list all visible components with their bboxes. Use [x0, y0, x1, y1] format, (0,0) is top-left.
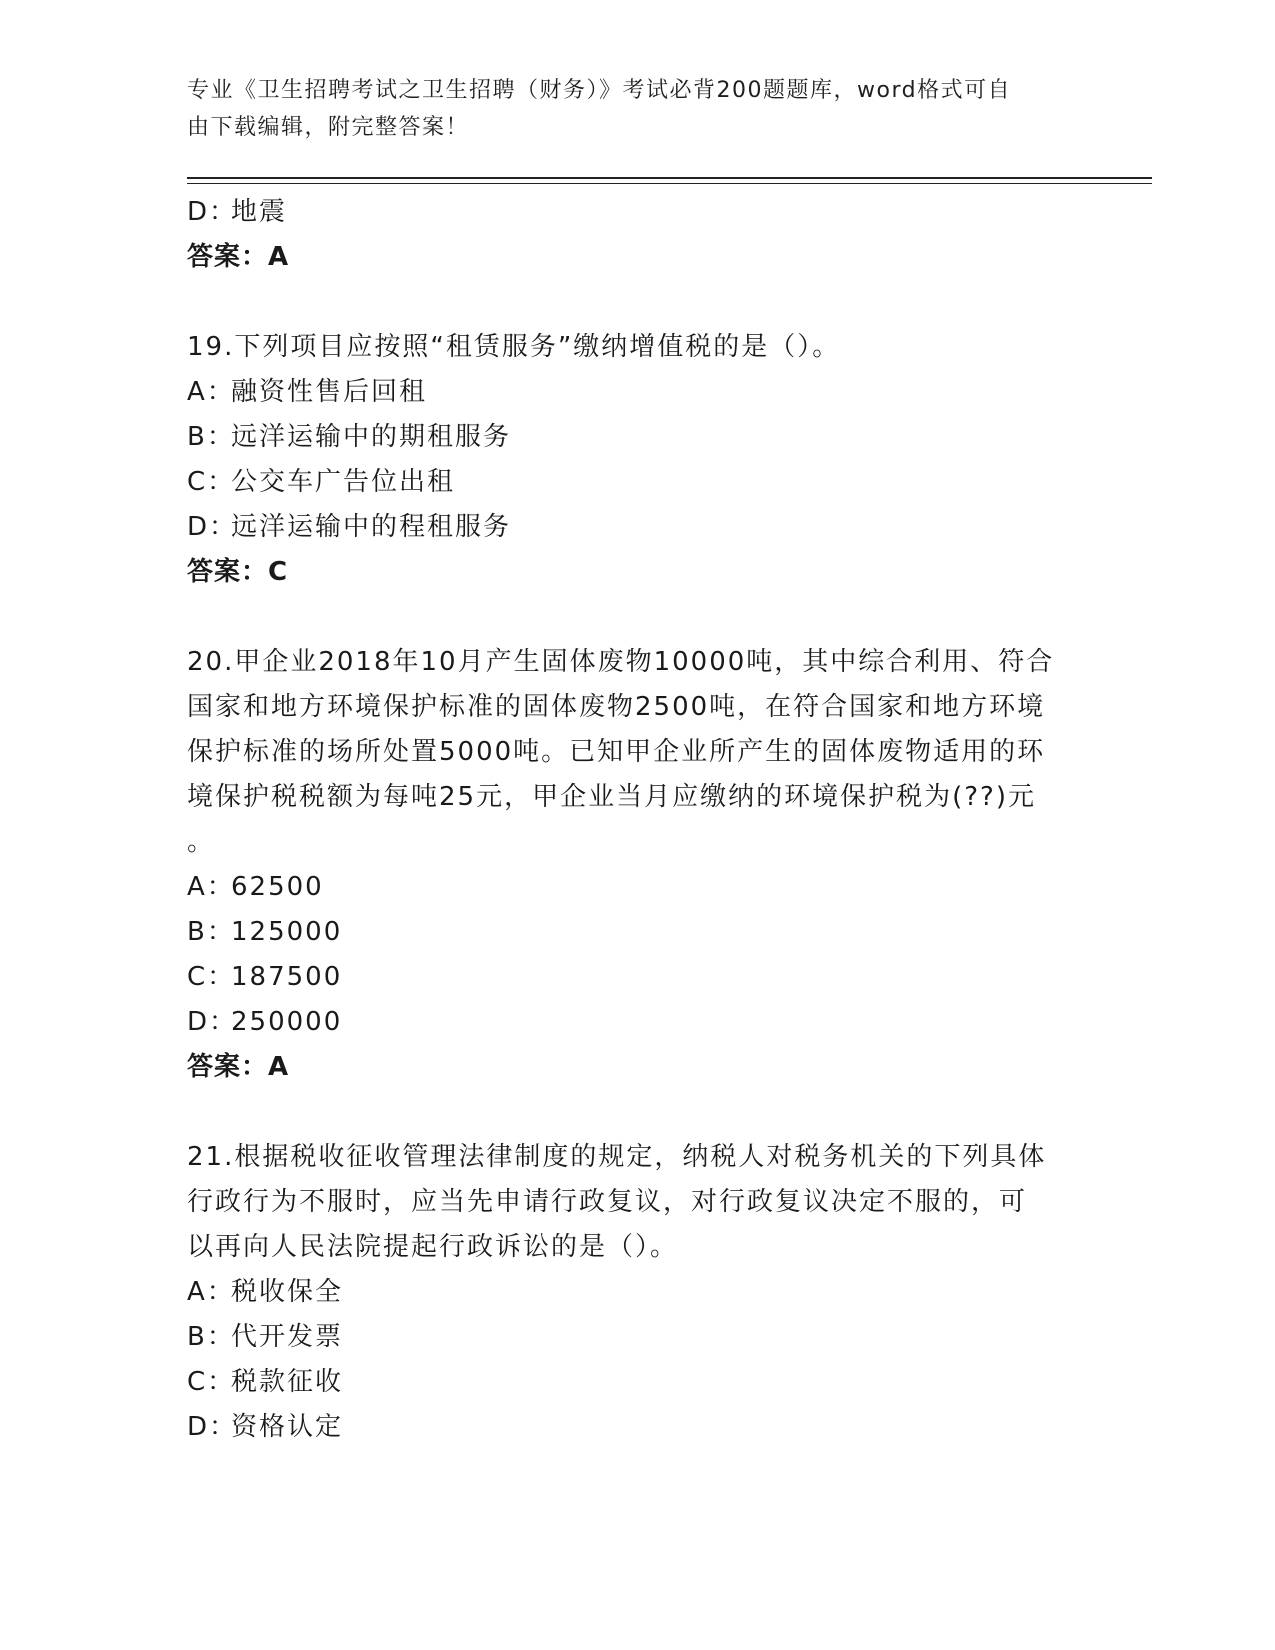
- question-21-stem-line-2: 行政行为不服时，应当先申请行政复议，对行政复议决定不服的，可: [187, 1187, 1028, 1217]
- question-19-option-c: [187, 460, 1087, 505]
- option-label: D：: [187, 1412, 238, 1442]
- question-21-stem-line-1: 21.根据税收征收管理法律制度的规定，纳税人对税务机关的下列具体: [187, 1142, 1047, 1172]
- option-text: 250000: [231, 1007, 343, 1037]
- option-label: C：: [187, 1367, 236, 1397]
- document-header: [187, 72, 1067, 146]
- header-divider-thin: [187, 183, 1152, 184]
- option-label: B：: [187, 1322, 235, 1352]
- answer-line: 答案：A: [187, 242, 290, 272]
- question-20-option-c: [187, 955, 1087, 1000]
- question-21-option-c: [187, 1360, 1087, 1405]
- option-label: A：: [187, 872, 235, 902]
- option-text: 代开发票: [231, 1322, 344, 1352]
- option-text: 融资性售后回租: [231, 377, 428, 407]
- option-text: 地震: [231, 197, 288, 227]
- question-20-stem-line-3: 保护标准的场所处置5000吨。已知甲企业所产生的固体废物适用的环: [187, 737, 1046, 767]
- option-label: B：: [187, 422, 235, 452]
- question-20-answer: 答案：A: [187, 1052, 290, 1082]
- question-20-option-a: [187, 865, 1087, 910]
- option-label: C：: [187, 467, 236, 497]
- header-divider-thick: [187, 177, 1152, 179]
- question-21-option-a: [187, 1270, 1087, 1315]
- spacer: [187, 1090, 1087, 1135]
- question-20-stem-line-4: 境保护税税额为每吨25元，甲企业当月应缴纳的环境保护税为(??)元: [187, 782, 1036, 812]
- option-text: 税收保全: [231, 1277, 344, 1307]
- header-line-1: 专业《卫生招聘考试之卫生招聘（财务）》考试必背200题题库，word格式可自: [187, 78, 1012, 103]
- option-text: 187500: [231, 962, 343, 992]
- question-20-stem-line-2: 国家和地方环境保护标准的固体废物2500吨，在符合国家和地方环境: [187, 692, 1046, 722]
- option-label: D：: [187, 512, 238, 542]
- question-20-option-d: [187, 1000, 1087, 1045]
- question-20-option-b: [187, 910, 1087, 955]
- option-label: A：: [187, 377, 235, 407]
- question-21-option-d: [187, 1405, 1087, 1450]
- option-label: D：: [187, 197, 238, 227]
- question-20-stem-line-5: 。: [187, 827, 216, 857]
- question-content: [187, 190, 1087, 1450]
- option-text: 税款征收: [231, 1367, 344, 1397]
- question-20-stem-line-1: 20.甲企业2018年10月产生固体废物10000吨，其中综合利用、符合: [187, 647, 1055, 677]
- spacer: [187, 280, 1087, 325]
- option-label: B：: [187, 917, 235, 947]
- question-19-answer: 答案：C: [187, 557, 289, 587]
- option-text: 公交车广告位出租: [231, 467, 456, 497]
- option-text: 远洋运输中的程租服务: [231, 512, 512, 542]
- question-21-option-b: [187, 1315, 1087, 1360]
- option-label: A：: [187, 1277, 235, 1307]
- question-19-option-d: [187, 505, 1087, 550]
- option-label: C：: [187, 962, 236, 992]
- spacer: [187, 595, 1087, 640]
- option-label: D：: [187, 1007, 238, 1037]
- option-text: 62500: [231, 872, 324, 902]
- option-text: 125000: [231, 917, 343, 947]
- option-text: 资格认定: [231, 1412, 344, 1442]
- question-19-stem: 19.下列项目应按照“租赁服务”缴纳增值税的是（）。: [187, 332, 841, 362]
- question-19-option-a: [187, 370, 1087, 415]
- question-19-option-b: [187, 415, 1087, 460]
- header-line-2: 由下载编辑，附完整答案！: [187, 115, 470, 140]
- option-d: [187, 190, 1087, 235]
- question-21-stem-line-3: 以再向人民法院提起行政诉讼的是（）。: [187, 1232, 679, 1262]
- option-text: 远洋运输中的期租服务: [231, 422, 512, 452]
